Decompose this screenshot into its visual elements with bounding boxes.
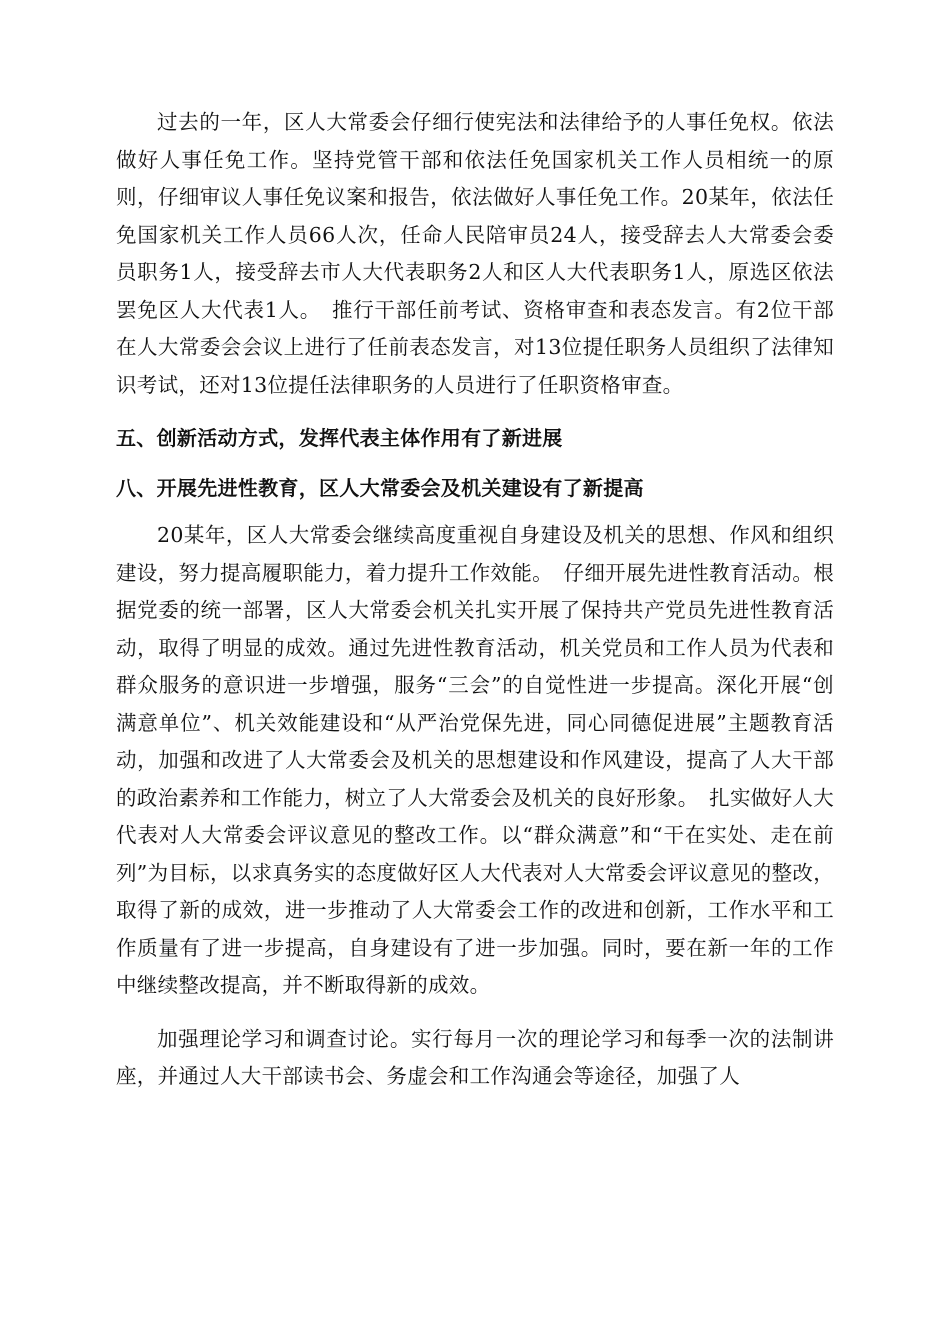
section-heading-five: 五、创新活动方式，发挥代表主体作用有了新进展 xyxy=(116,426,563,450)
section-heading-eight: 八、开展先进性教育，区人大常委会及机关建设有了新提高 xyxy=(116,475,644,500)
paragraph-theory-study: 加强理论学习和调查讨论。实行每月一次的理论学习和每季一次的法制讲座，并通过人大干部读书会、务虚会和工作沟通会等途径，加强了人 xyxy=(116,1026,834,1088)
paragraph-self-construction: 20某年，区人大常委会继续高度重视自身建设及机关的思想、作风和组织建设，努力提高履职能力，着力提升工作效能。 仔细开展先进性教育活动。根据党委的统一部署，区人大常委会机关扎实开展了保持共产党员先进性教育活动，取得了明显的成效。通过先进性教育活动，机关党员和工作人员为代表和群众服务的意识进一步增强，服务“三会”的自觉性进一步提高。深化开展“创满意单位”、机关效能建设和“从严治党保先进，同心同德促进展”主题教育活动，加强和改进了人大常委会及机关的思想建设和作风建设，提高了人大干部的政治素养和工作能力，树立了人大常委会及机关的良好形象。 扎实做好人大代表对人大常委会评议意见的整改工作。以“群众满意”和“干在实处、走在前列”为目标，以求真务实的态度做好区人大代表对人大常委会评议意见的整改，取得了新的成效，进一步推动了人大常委会工作的改进和创新，工作水平和工作质量有了进一步提高，自身建设有了进一步加强。同时，要在新一年的工作中继续整改提高，并不断取得新的成效。 xyxy=(116,523,834,997)
paragraph-personnel-appointment: 过去的一年，区人大常委会仔细行使宪法和法律给予的人事任免权。依法做好人事任免工作。坚持党管干部和依法任免国家机关工作人员相统一的原则，仔细审议人事任免议案和报告，依法做好人事任免工作。20某年，依法任免国家机关工作人员66人次，任命人民陪审员24人，接受辞去人大常委会委员职务1人，接受辞去市人大代表职务2人和区人大代表职务1人，原选区依法罢免区人大代表1人。 推行干部任前考试、资格审查和表态发言。有2位干部在人大常委会会议上进行了任前表态发言，对13位提任职务人员组织了法律知识考试，还对13位提任法律职务的人员进行了任职资格审查。 xyxy=(116,110,834,397)
document-page xyxy=(116,104,834,1096)
